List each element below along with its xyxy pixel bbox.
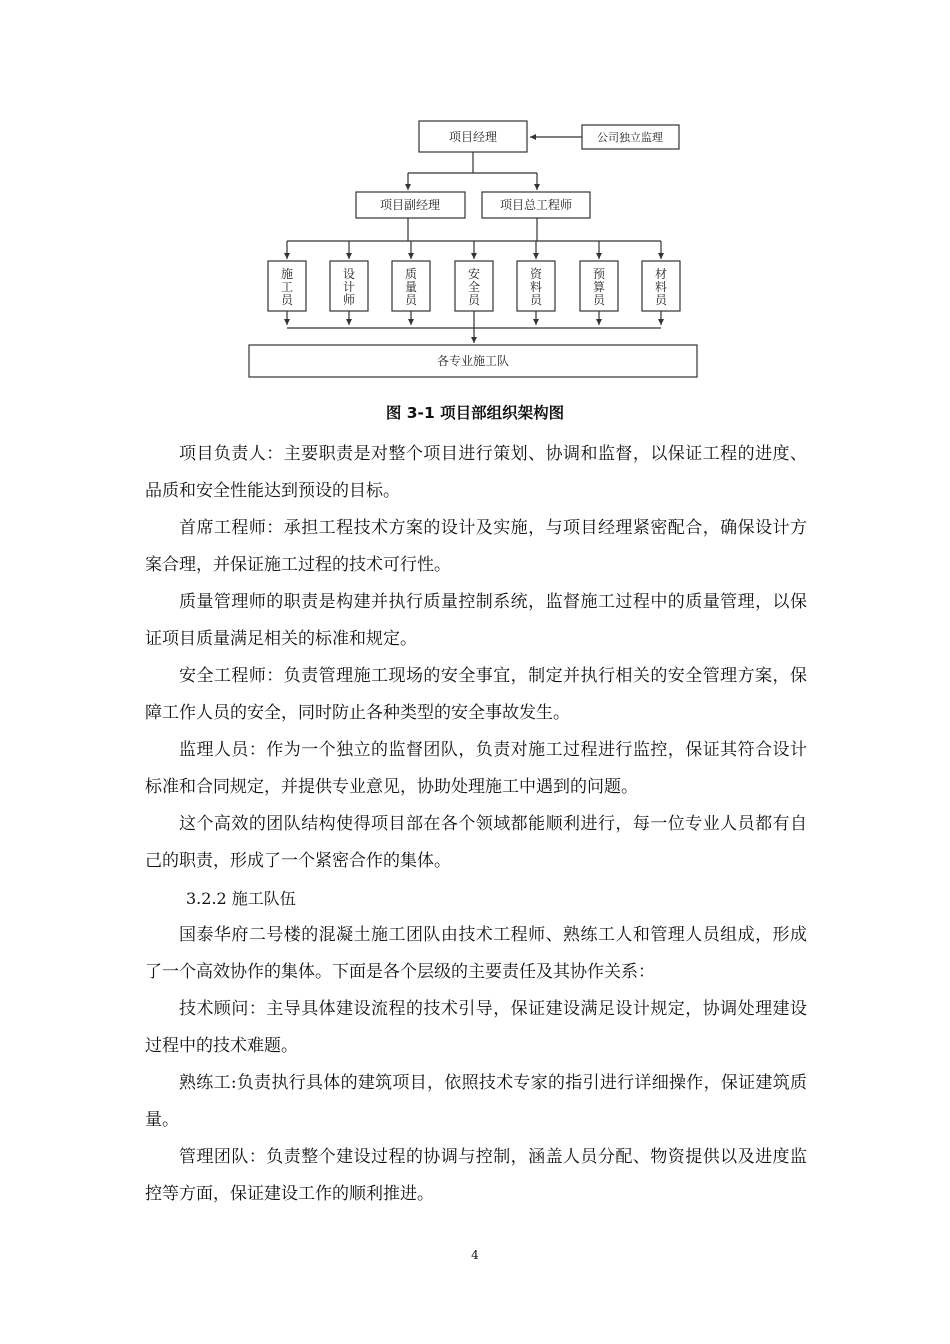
paragraph: 质量管理师的职责是构建并执行质量控制系统，监督施工过程中的质量管理，以保证项目质量满足相关的标准和规定。 <box>145 592 807 649</box>
role-label: 资料员 <box>529 267 543 307</box>
role-label: 设计师 <box>342 267 356 307</box>
paragraph: 监理人员：作为一个独立的监督团队，负责对施工过程进行监控，保证其符合设计标准和合同规定，并提供专业意见，协助处理施工中遇到的问题。 <box>145 740 807 797</box>
paragraph: 安全工程师：负责管理施工现场的安全事宜，制定并执行相关的安全管理方案，保障工作人员的安全，同时防止各种类型的安全事故发生。 <box>145 666 807 723</box>
role-label: 预算员 <box>592 267 606 307</box>
paragraph: 这个高效的团队结构使得项目部在各个领域都能顺利进行，每一位专业人员都有自己的职责，形成了一个紧密合作的集体。 <box>145 814 807 871</box>
chief-engineer-label: 项目总工程师 <box>499 198 573 212</box>
role-label: 安全员 <box>467 267 481 307</box>
role-label: 材料员 <box>654 267 668 307</box>
document-body <box>145 436 807 1213</box>
paragraph: 首席工程师：承担工程技术方案的设计及实施，与项目经理紧密配合，确保设计方案合理，并保证施工过程的技术可行性。 <box>145 518 807 575</box>
role-label: 质量员 <box>404 267 418 307</box>
paragraph: 技术顾问：主导具体建设流程的技术引导，保证建设满足设计规定，协调处理建设过程中的技术难题。 <box>145 999 807 1056</box>
figure-caption: 图 3-1 项目部组织架构图 <box>385 404 565 422</box>
teams-label: 各专业施工队 <box>436 354 510 368</box>
paragraph: 熟练工:负责执行具体的建筑项目，依照技术专家的指引进行详细操作，保证建筑质量。 <box>145 1073 807 1130</box>
supervision-label: 公司独立监理 <box>597 131 663 144</box>
page-number: 4 <box>471 1248 479 1262</box>
paragraph: 管理团队：负责整个建设过程的协调与控制，涵盖人员分配、物资提供以及进度监控等方面，保证建设工作的顺利推进。 <box>145 1147 807 1204</box>
paragraph: 国泰华府二号楼的混凝土施工团队由技术工程师、熟练工人和管理人员组成，形成了一个高效协作的集体。下面是各个层级的主要责任及其协作关系： <box>145 925 807 982</box>
org-chart <box>0 0 950 400</box>
deputy-label: 项目副经理 <box>379 198 441 212</box>
section-heading: 3.2.2 施工队伍 <box>186 889 296 908</box>
manager-label: 项目经理 <box>448 130 498 144</box>
paragraph: 项目负责人：主要职责是对整个项目进行策划、协调和监督，以保证工程的进度、品质和安全性能达到预设的目标。 <box>145 444 807 501</box>
role-label: 施工员 <box>280 267 294 307</box>
